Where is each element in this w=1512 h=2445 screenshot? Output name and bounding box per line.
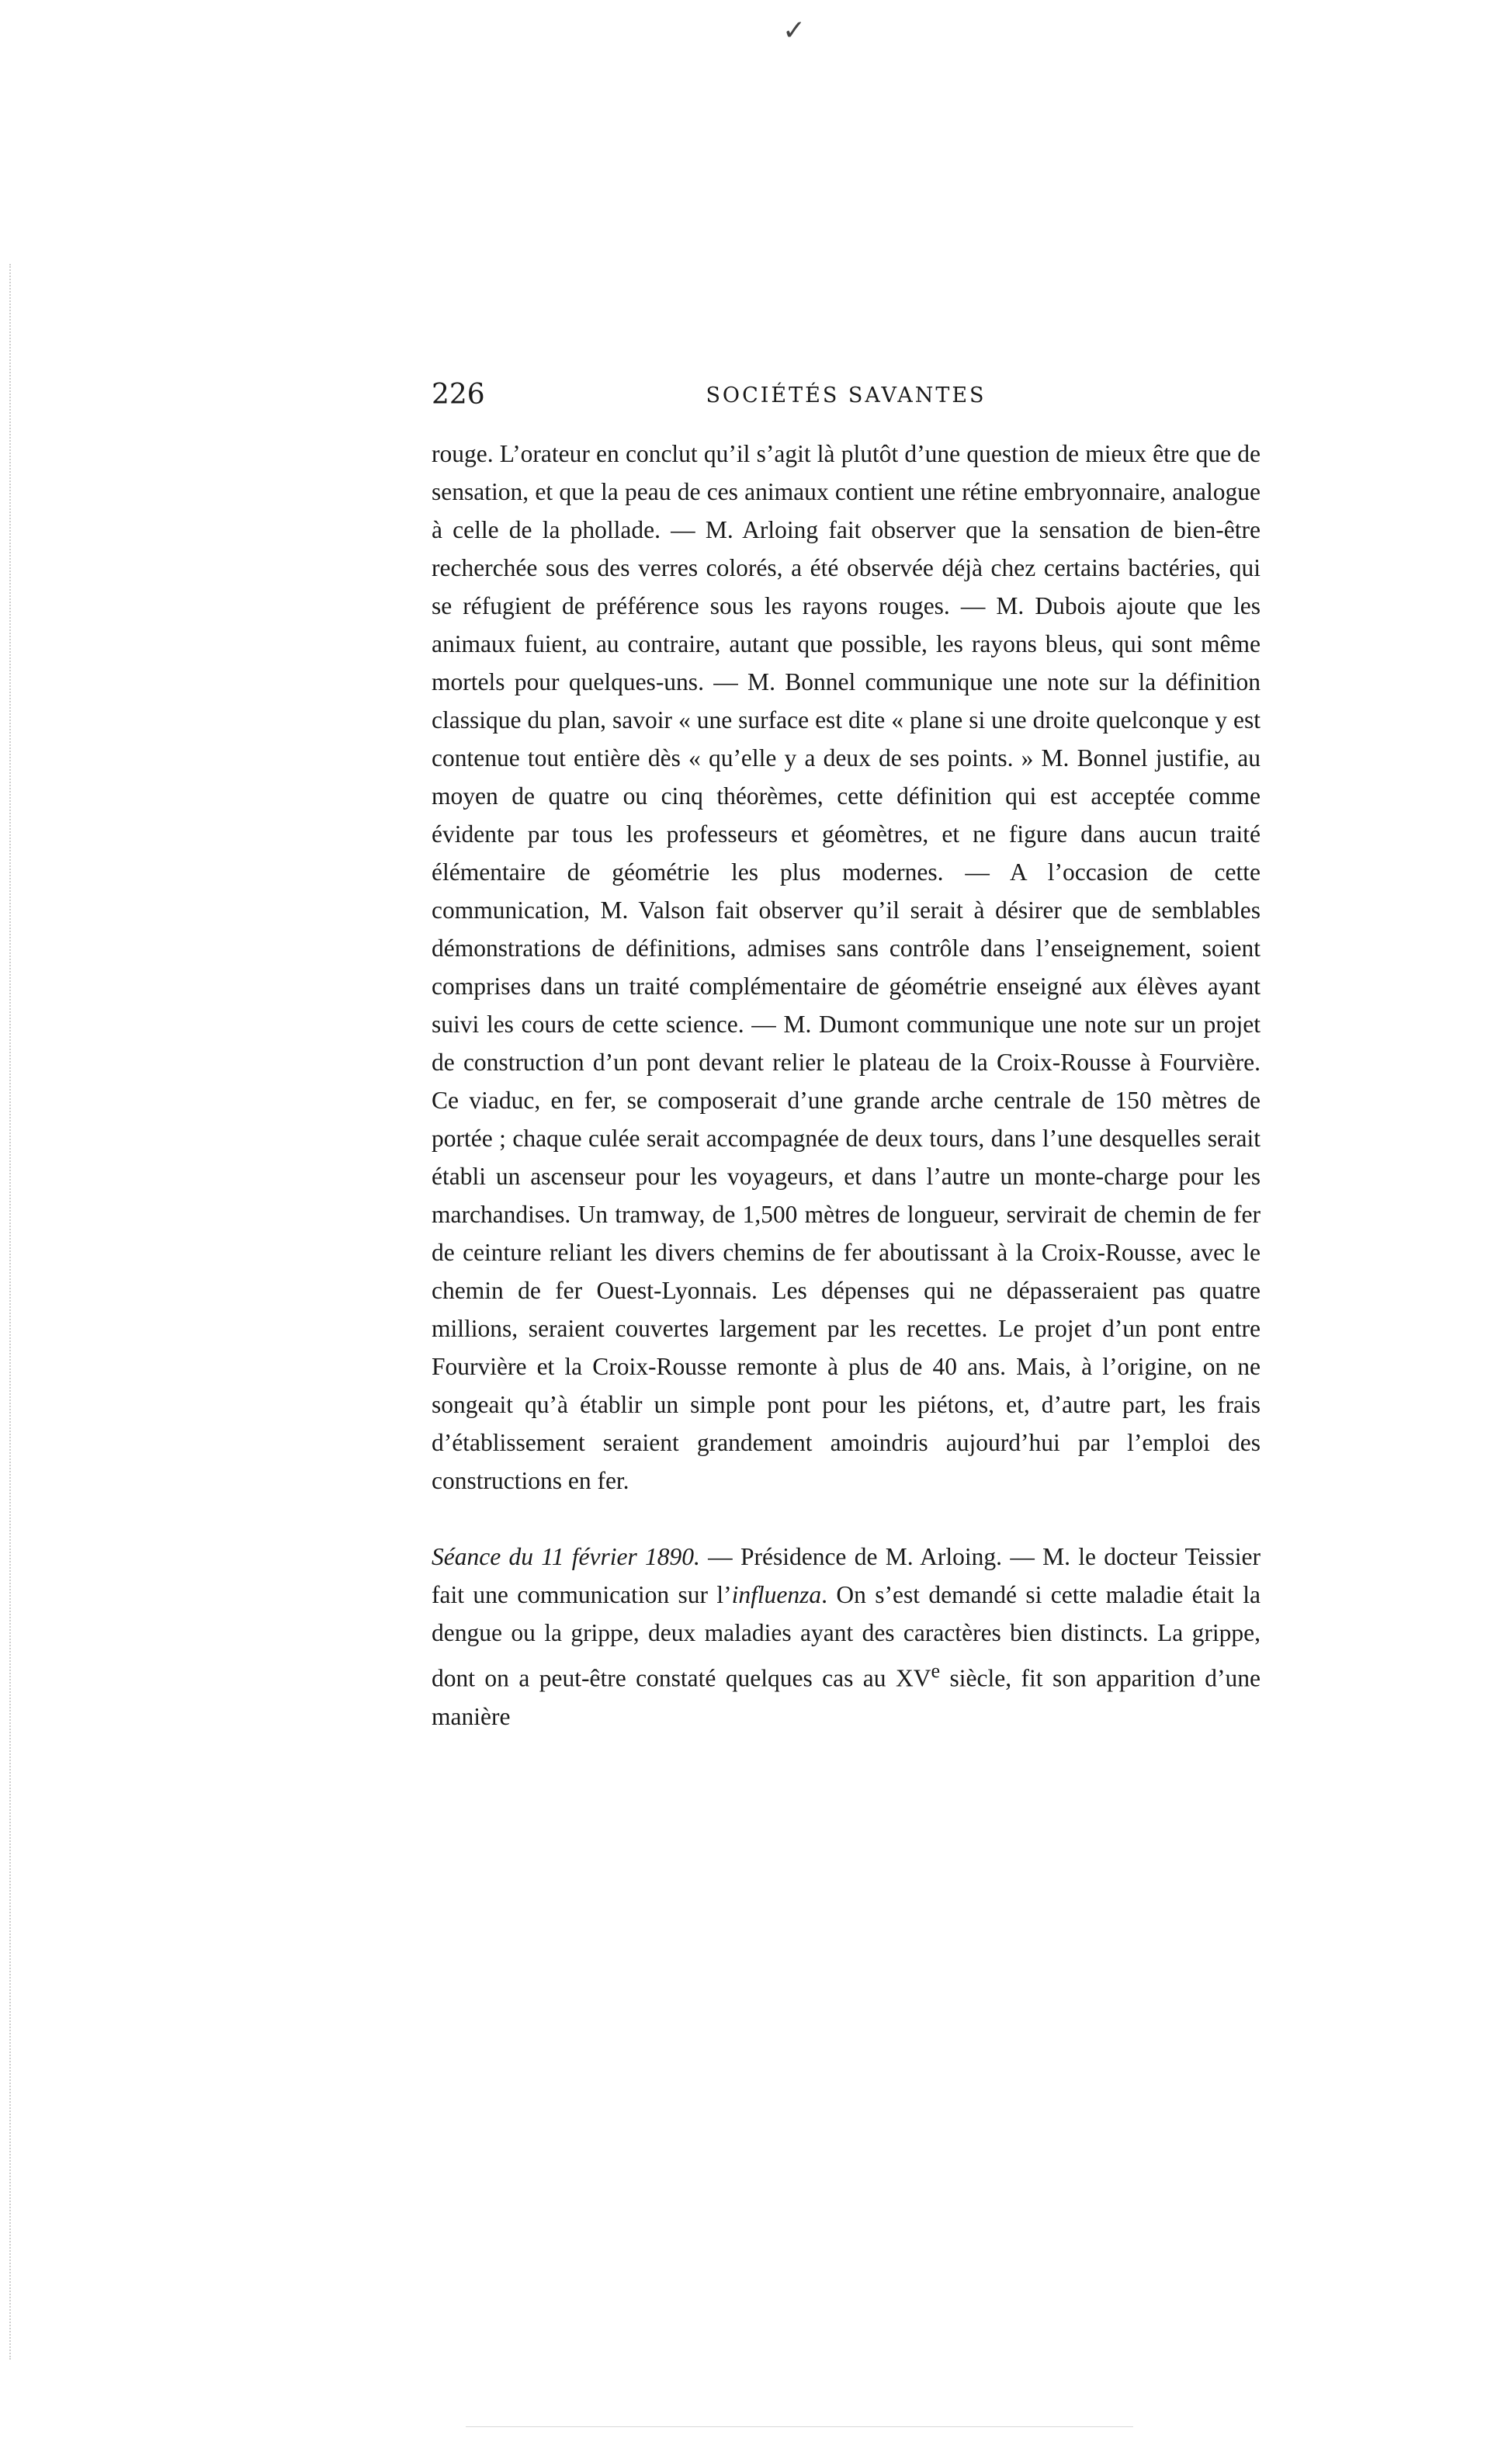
- session-text-a: — Présidence de M. Arloing. — M. le docteur Teissier fait une communication sur l’: [432, 1543, 1261, 1608]
- running-head: SOCIÉTÉS SAVANTES: [706, 383, 987, 408]
- page-number: 226: [432, 379, 485, 411]
- scan-bottom-rule: [466, 2426, 1133, 2427]
- session-text-c: siècle, fit son apparition d’une manière: [432, 1664, 1261, 1730]
- paragraph-continuation: rouge. L’orateur en conclut qu’il s’agit là plutôt d’une question de mieux être que de sensation, et que la peau de ces animaux contient une rétine embryonnaire, analogue à celle de la phollade. — M. Arloing fait observer que la sensation de bien-être recherchée sous des verres colorés, a été observée déjà chez certains bactéries, qui se réfugient de préférence sous les rayons rouges. — M. Dubois ajoute que les animaux fuient, au contraire, autant que possible, les rayons bleus, qui sont même mortels pour quelques-uns. — M. Bonnel communique une note sur la définition classique du plan, savoir « une surface est dite « plane si une droite quelconque y est contenue tout entière dès « qu’elle y a deux de ses points. » M. Bonnel justifie, au moyen de quatre ou cinq théorèmes, cette définition qui est acceptée comme évidente par tous les professeurs et géomètres, et ne figure dans aucun traité élémentaire de géométrie les plus modernes. — A l’occasion de cette communication, M. Valson fait observer qu’il serait à désirer que de semblables démonstrations de définitions, admises sans contrôle dans l’enseignement, soient comprises dans un traité complémentaire de géométrie enseigné aux élèves ayant suivi les cours de cette science. — M. Dumont communique une note sur un projet de construction d’un pont devant relier le plateau de la Croix-Rousse à Fourvière. Ce viaduc, en fer, se composerait d’une grande arche centrale de 150 mètres de portée ; chaque culée serait accompagnée de deux tours, dans l’une desquelles serait établi un ascenseur pour les voyageurs, et dans l’autre un monte-charge pour les marchandises. Un tramway, de 1,500 mètres de longueur, servirait de chemin de fer de ceinture reliant les divers chemins de fer aboutissant à la Croix-Rousse, avec le chemin de fer Ouest-Lyonnais. Les dépenses qui ne dépasseraient pas quatre millions, seraient couvertes largement par les recettes. Le projet d’un pont entre Fourvière et la Croix-Rousse remonte à plus de 40 ans. Mais, à l’origine, on ne songeait qu’à établir un simple pont pour les piétons, et, d’autre part, les frais d’établissement seraient grandement amoindris aujourd’hui par l’emploi des constructions en fer.: [432, 440, 1261, 1494]
- session-heading: Séance du 11 février 1890.: [432, 1543, 700, 1570]
- paragraph-session: [432, 1538, 1261, 1736]
- influenza-term: influenza: [731, 1581, 822, 1608]
- century-numeral: XV: [895, 1664, 931, 1692]
- pencil-check-mark: ✓: [782, 15, 806, 46]
- session-text-b: . On s’est demandé si cette maladie était la dengue ou la grippe, deux maladies ayant des caractères bien distincts. La grippe, dont on a peut-être constaté quelques cas au: [432, 1581, 1261, 1692]
- scan-margin-artifact: [9, 264, 34, 2360]
- body-text: [432, 435, 1261, 1736]
- page-header: [432, 379, 1261, 418]
- century-superscript: e: [931, 1659, 941, 1682]
